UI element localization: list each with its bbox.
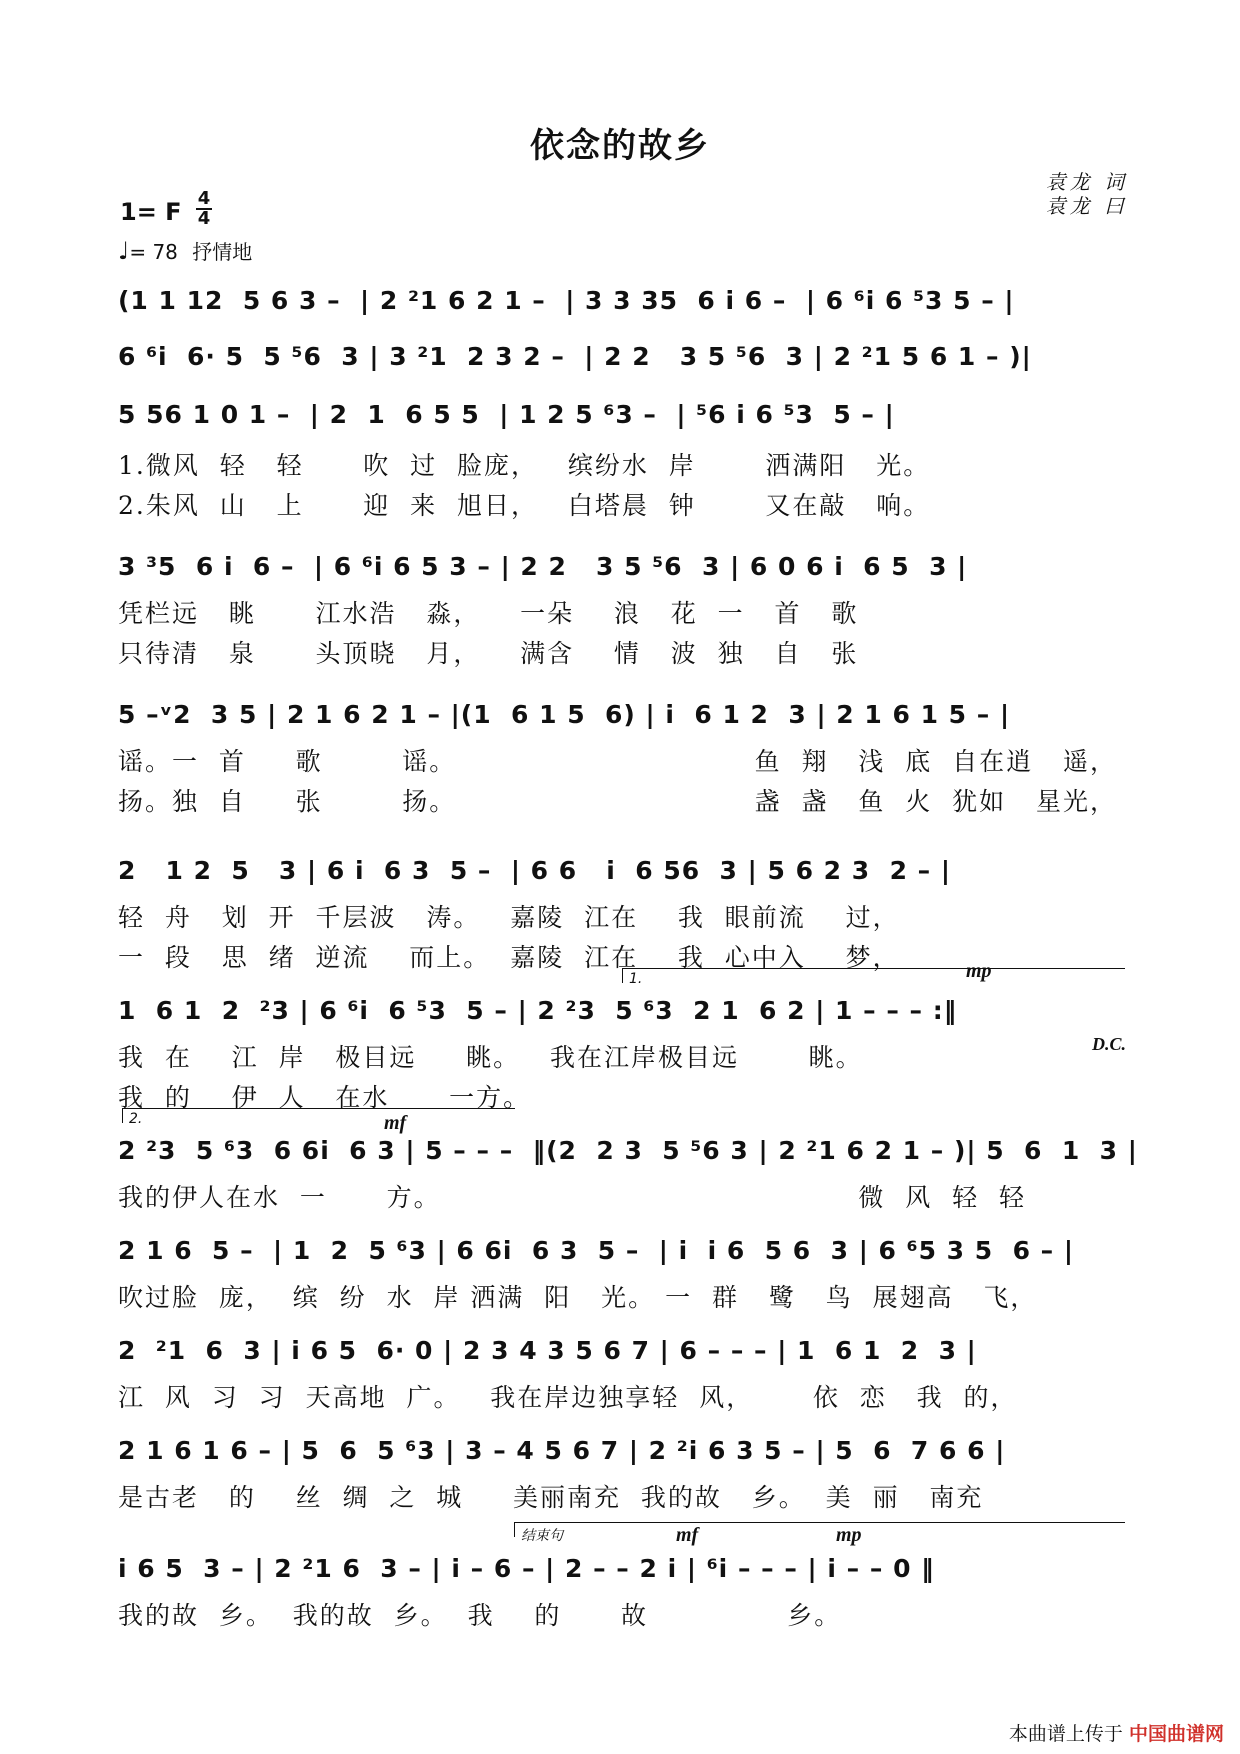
time-signature-top: 4 [197, 188, 211, 209]
lyrics-verse-2: 一 段 思 绪 逆流 而上。 嘉陵 江在 我 心中入 梦， [118, 943, 900, 972]
lyrics-verse-1: 1.微风 轻 轻 吹 过 脸庞， 缤纷水 岸 洒满阳 光。 [118, 451, 931, 480]
song-title: 依念的故乡 [530, 126, 710, 166]
lyrics-line: 吹过脸 庞， 缤 纷 水 岸 洒满 阳 光。 一 群 鹭 鸟 展翅高 飞， [118, 1283, 1038, 1312]
lyrics-verse-1: 谣。一 首 歌 谣。 鱼 翔 浅 底 自在逍 遥， [118, 747, 1117, 776]
dynamic-mp: mp [966, 960, 992, 982]
notes-line: 2 1 2 5 3 | 6 i 6 3 5 – | 6 6 i 6 56 3 | 5 6 2 3 2 – | [118, 856, 952, 885]
lyrics-line: 我的故 乡。 我的故 乡。 我 的 故 乡。 [118, 1601, 842, 1630]
notes-line: 2 1 6 1 6 – | 5 6 5 ⁶3 | 3 – 4 5 6 7 | 2 ²i 6 3 5 – | 5 6 7 6 6 | [118, 1436, 1006, 1465]
composer-credit: 袁龙 曰 [1045, 194, 1128, 218]
watermark-text: 本曲谱上传于 [1008, 1723, 1123, 1745]
notes-line: 2 ²1 6 3 | i 6 5 6· 0 | 2 3 4 3 5 6 7 | 6 – – – | 1 6 1 2 3 | [118, 1336, 977, 1365]
lyrics-verse-2: 只待清 泉 头顶晓 月， 满含 情 波 独 自 张 [118, 639, 859, 668]
lyrics-line: 我的伊人在水 一 方。 微 风 轻 轻 [118, 1183, 1027, 1212]
lyrics-verse-2: 我 的 伊 人 在水 一方。 [118, 1083, 531, 1112]
notes-line: 3 ³5 6 i 6 – | 6 ⁶i 6 5 3 – | 2 2 3 5 ⁵6 3 | 6 0 6 i 6 5 3 | [118, 552, 968, 581]
second-ending-bracket [122, 1108, 515, 1127]
notes-line: (1 1 12 5 6 3 – | 2 ²1 6 2 1 – | 3 3 35 6 i 6 – | 6 ⁶i 6 ⁵3 5 – | [118, 286, 1015, 315]
time-signature [196, 190, 212, 228]
notes-line: 2 ²3 5 ⁶3 6 6i 6 3 | 5 – – – ‖(2 2 3 5 ⁵6 3 | 2 ²1 6 2 1 – )| 5 6 1 3 | [118, 1136, 1138, 1165]
lyrics-verse-1: 我 在 江 岸 极目远 眺。 我在江岸极目远 眺。 [118, 1043, 863, 1072]
watermark-brand: 中国曲谱网 [1128, 1723, 1224, 1745]
lyrics-verse-1: 轻 舟 划 开 千层波 涛。 嘉陵 江在 我 眼前流 过， [118, 903, 900, 932]
watermark [1009, 1719, 1224, 1746]
second-ending-label: 2. [129, 1111, 143, 1127]
dynamic-mf: mf [676, 1524, 699, 1546]
lyrics-line: 是古老 的 丝 绸 之 城 美丽南充 我的故 乡。 美 丽 南充 [118, 1483, 984, 1512]
time-signature-bottom: 4 [197, 208, 211, 229]
notes-line: 6 ⁶i 6· 5 5 ⁵6 3 | 3 ²1 2 3 2 – | 2 2 3 5 ⁵6 3 | 2 ²1 5 6 1 – )| [118, 342, 1032, 371]
da-capo-mark: D.C. [1092, 1034, 1127, 1054]
quarter-note-icon: ♩ [118, 237, 130, 265]
first-ending-label: 1. [629, 971, 643, 987]
notes-line: 2 1 6 5 – | 1 2 5 ⁶3 | 6 6i 6 3 5 – | i i 6 5 6 3 | 6 ⁶5 3 5 6 – | [118, 1236, 1075, 1265]
ending-phrase-label: 结束句 [521, 1528, 563, 1544]
lyrics-verse-2: 2.朱风 山 上 迎 来 旭日， 白塔晨 钟 又在敲 响。 [118, 491, 931, 520]
dynamic-mp: mp [836, 1524, 862, 1546]
lyrics-line: 江 风 习 习 天高地 广。 我在岸边独享轻 风， 依 恋 我 的， [118, 1383, 1018, 1412]
ending-phrase-bracket [514, 1522, 1125, 1544]
notes-line: i 6 5 3 – | 2 ²1 6 3 – | i – 6 – | 2 – – 2 i | ⁶i – – – | i – – 0 ‖ [118, 1554, 935, 1583]
key-signature: 1= F [120, 198, 182, 226]
lyrics-verse-2: 扬。独 自 张 扬。 盏 盏 鱼 火 犹如 星光， [118, 787, 1117, 816]
tempo-marking [118, 236, 252, 265]
tempo-mood: 抒情地 [192, 240, 253, 264]
first-ending-bracket [622, 968, 1125, 987]
notes-line: 5 –ᵛ2 3 5 | 2 1 6 2 1 – |(1 6 1 5 6) | i 6 1 2 3 | 2 1 6 1 5 – | [118, 700, 1011, 729]
notes-line: 1 6 1 2 ²3 | 6 ⁶i 6 ⁵3 5 – | 2 ²3 5 ⁶3 2 1 6 2 | 1 – – – :‖ [118, 996, 958, 1025]
notes-line: 5 56 1 0 1 – | 2 1 6 5 5 | 1 2 5 ⁶3 – | ⁵6 i 6 ⁵3 5 – | [118, 400, 895, 429]
lyrics-verse-1: 凭栏远 眺 江水浩 淼， 一朵 浪 花 一 首 歌 [118, 599, 859, 628]
lyricist-credit: 袁龙 词 [1045, 170, 1128, 194]
tempo-value: = 78 [129, 240, 178, 264]
dynamic-mf: mf [384, 1112, 407, 1134]
